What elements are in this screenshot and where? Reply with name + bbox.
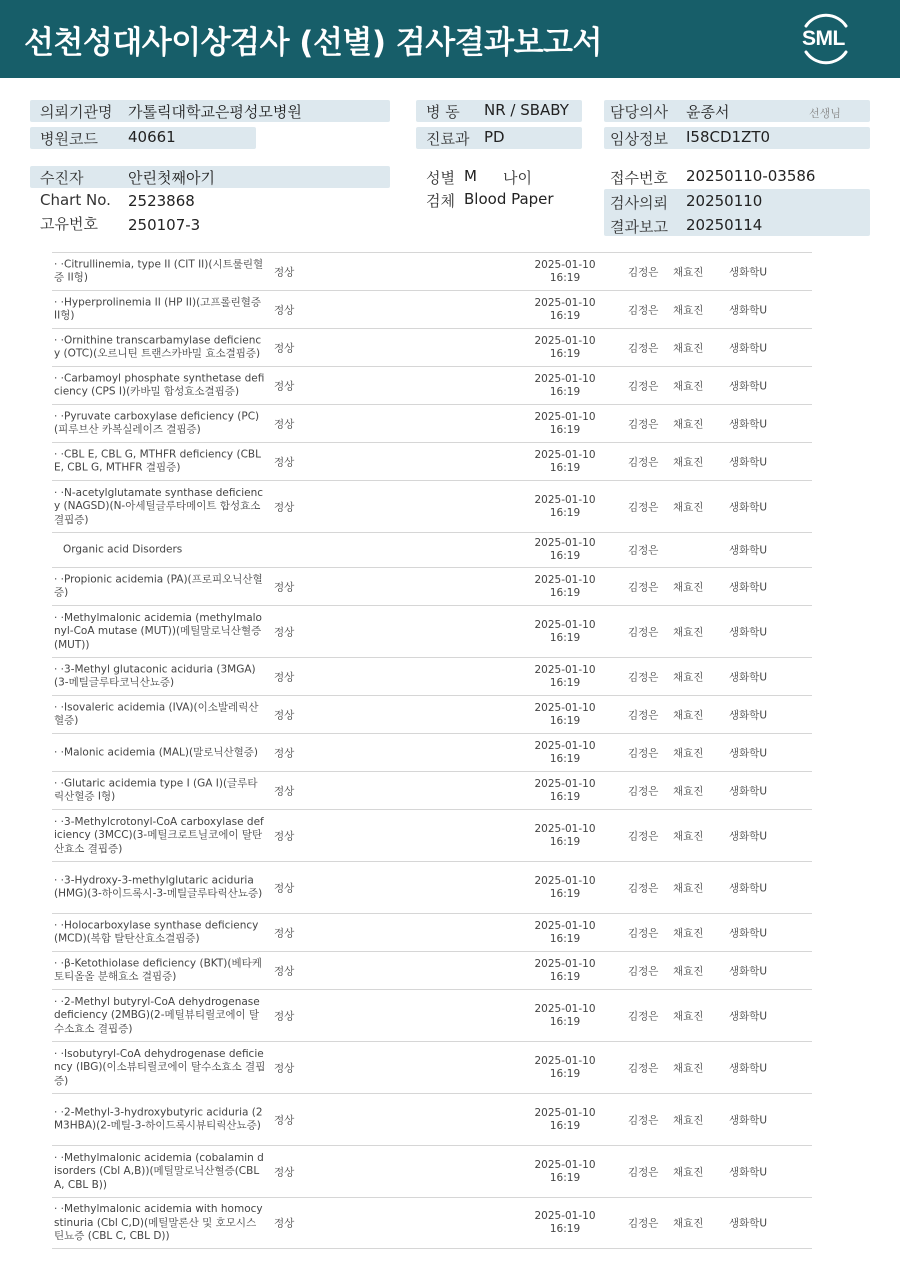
test-name: Organic acid Disorders bbox=[63, 543, 183, 556]
verifier-name: 채효진 bbox=[673, 342, 704, 354]
tester-name: 김정은 bbox=[628, 456, 659, 468]
result-date bbox=[530, 958, 600, 984]
tester-name: 김정은 bbox=[628, 626, 659, 638]
request-value: 20250110 bbox=[686, 192, 763, 210]
department: 생화학U bbox=[729, 501, 768, 513]
result-value: 정상 bbox=[274, 671, 295, 683]
date-text: 2025-01-10 bbox=[534, 372, 596, 385]
date-text: 2025-01-10 bbox=[534, 1002, 596, 1015]
department: 생화학U bbox=[729, 830, 768, 842]
ward-label: 병 동 bbox=[426, 103, 460, 121]
tester-name: 김정은 bbox=[628, 1062, 659, 1074]
result-value: 정상 bbox=[274, 1217, 295, 1230]
department: 생화학U bbox=[729, 709, 768, 721]
department: 생화학U bbox=[729, 418, 768, 430]
date-text: 2025-01-10 bbox=[534, 1106, 596, 1119]
verifier-name: 채효진 bbox=[673, 304, 704, 316]
tester-name: 김정은 bbox=[628, 709, 659, 721]
verifier-name: 채효진 bbox=[673, 1062, 704, 1074]
tester-name: 김정은 bbox=[628, 965, 659, 977]
unique-label: 고유번호 bbox=[40, 215, 98, 233]
time-text: 16:19 bbox=[549, 1015, 581, 1028]
report-label: 결과보고 bbox=[610, 218, 668, 236]
category-row bbox=[52, 532, 812, 567]
table-row bbox=[52, 657, 812, 695]
date-text: 2025-01-10 bbox=[534, 1210, 596, 1222]
department: 생화학U bbox=[729, 785, 768, 797]
department: 생화학U bbox=[729, 671, 768, 683]
date-text: 2025-01-10 bbox=[534, 493, 596, 506]
unique-value: 250107-3 bbox=[128, 216, 201, 234]
tester-name: 김정은 bbox=[628, 747, 659, 759]
specimen-label: 검체 bbox=[426, 192, 455, 210]
test-name: · ·3-Methylcrotonyl-CoA carboxylase deficiency (3MCC)(3-메틸크로트닐코에이 탈탄산효소 결핍증) bbox=[54, 815, 264, 855]
result-value: 정상 bbox=[274, 747, 295, 759]
time-text: 16:19 bbox=[549, 887, 581, 900]
result-value: 정상 bbox=[274, 830, 295, 842]
clinical-label: 임상정보 bbox=[610, 130, 668, 148]
verifier-name: 채효진 bbox=[673, 1010, 704, 1022]
time-text: 16:19 bbox=[549, 970, 581, 983]
test-name: · ·3-Methyl glutaconic aciduria (3MGA)(3-메틸글루타코닉산뇨증) bbox=[54, 663, 256, 689]
test-name: · ·Isobutyryl-CoA dehydrogenase deficiency (IBG)(이소뷰티릴코에이 탈수소효소 결핍증) bbox=[54, 1047, 266, 1087]
tester-name: 김정은 bbox=[628, 266, 659, 278]
date-text: 2025-01-10 bbox=[534, 618, 596, 631]
verifier-name: 채효진 bbox=[673, 501, 704, 513]
request-label: 검사의뢰 bbox=[610, 194, 668, 212]
time-text: 16:19 bbox=[549, 790, 581, 803]
test-name: · ·Isovaleric acidemia (IVA)(이소발레릭산혈증) bbox=[54, 701, 259, 727]
department: 생화학U bbox=[729, 882, 768, 894]
date-text: 2025-01-10 bbox=[534, 448, 596, 461]
verifier-name: 채효진 bbox=[673, 418, 704, 430]
time-text: 16:19 bbox=[549, 1119, 581, 1132]
verifier-name: 채효진 bbox=[673, 1166, 704, 1178]
tester-name: 김정은 bbox=[628, 785, 659, 797]
date-text: 2025-01-10 bbox=[534, 822, 596, 835]
table-row bbox=[52, 695, 812, 733]
time-text: 16:19 bbox=[549, 309, 581, 322]
result-value: 정상 bbox=[274, 581, 295, 593]
verifier-name: 채효진 bbox=[673, 626, 704, 638]
table-row bbox=[52, 913, 812, 951]
specimen-value: Blood Paper bbox=[464, 190, 554, 208]
table-row bbox=[52, 989, 812, 1041]
date-text: 2025-01-10 bbox=[534, 334, 596, 347]
table-row bbox=[52, 366, 812, 404]
department: 생화학U bbox=[729, 456, 768, 468]
table-row bbox=[52, 861, 812, 913]
test-name: · ·Pyruvate carboxylase deficiency (PC)(피루브산 카복실레이즈 결핍증) bbox=[54, 410, 260, 436]
department: 생화학U bbox=[729, 1217, 768, 1230]
institution-value: 가톨릭대학교은평성모병원 bbox=[128, 103, 302, 121]
result-date bbox=[530, 297, 600, 323]
test-name: · ·Propionic acidemia (PA)(프로피오닉산혈증) bbox=[54, 573, 263, 599]
doctor-label: 담당의사 bbox=[610, 103, 668, 121]
time-text: 16:19 bbox=[549, 271, 581, 284]
tester-name: 김정은 bbox=[628, 1217, 659, 1230]
table-row bbox=[52, 252, 812, 290]
test-name: · ·2-Methyl-3-hydroxybutyric aciduria (2M3HBA)(2-메틸-3-하이드록시뷰티릭산뇨증) bbox=[54, 1106, 263, 1132]
tester-name: 김정은 bbox=[628, 418, 659, 430]
result-value: 정상 bbox=[274, 1114, 295, 1126]
date-text: 2025-01-10 bbox=[534, 410, 596, 423]
ward-value: NR / SBABY bbox=[484, 101, 569, 119]
result-date bbox=[530, 702, 600, 728]
report-value: 20250114 bbox=[686, 216, 763, 234]
department: 생화학U bbox=[729, 747, 768, 759]
receipt-value: 20250110-03586 bbox=[686, 167, 816, 185]
result-date bbox=[530, 411, 600, 437]
department: 생화학U bbox=[729, 380, 768, 392]
chart-label: Chart No. bbox=[40, 191, 111, 209]
date-text: 2025-01-10 bbox=[534, 777, 596, 790]
tester-name: 김정은 bbox=[628, 927, 659, 939]
tester-name: 김정은 bbox=[628, 1114, 659, 1126]
time-text: 16:19 bbox=[549, 1067, 581, 1080]
dept-value: PD bbox=[484, 128, 505, 146]
verifier-name: 채효진 bbox=[673, 927, 704, 939]
doctor-suffix: 선생님 bbox=[809, 107, 841, 120]
test-name: · ·β-Ketothiolase deficiency (BKT)(베타케토티올올 분해효소 결핍증) bbox=[54, 957, 262, 983]
date-text: 2025-01-10 bbox=[534, 1054, 596, 1067]
test-name: · ·CBL E, CBL G, MTHFR deficiency (CBL E, CBL G, MTHFR 결핍증) bbox=[54, 448, 261, 474]
date-text: 2025-01-10 bbox=[534, 573, 596, 586]
department: 생화학U bbox=[729, 626, 768, 638]
institution-label: 의뢰기관명 bbox=[40, 103, 113, 121]
hospital-code-label: 병원코드 bbox=[40, 130, 98, 148]
test-name: · ·Citrullinemia, type II (CIT II)(시트룰린혈증 II형) bbox=[54, 258, 264, 284]
result-value: 정상 bbox=[274, 501, 295, 513]
time-text: 16:19 bbox=[549, 461, 581, 474]
verifier-name: 채효진 bbox=[673, 830, 704, 842]
table-row bbox=[52, 567, 812, 605]
department: 생화학U bbox=[729, 342, 768, 354]
verifier-name: 채효진 bbox=[673, 882, 704, 894]
result-date bbox=[530, 537, 600, 563]
test-name: · ·2-Methyl butyryl-CoA dehydrogenase deficiency (2MBG)(2-메틸뷰티릴코에이 탈수소효소 결핍증) bbox=[54, 995, 260, 1035]
tester-name: 김정은 bbox=[628, 671, 659, 683]
verifier-name: 채효진 bbox=[673, 1217, 704, 1230]
time-text: 16:19 bbox=[549, 550, 581, 562]
table-row bbox=[52, 1041, 812, 1093]
verifier-name: 채효진 bbox=[673, 785, 704, 797]
test-name: · ·Hyperprolinemia II (HP II)(고프롤린혈증 II형) bbox=[54, 296, 262, 322]
date-text: 2025-01-10 bbox=[534, 739, 596, 752]
result-date bbox=[530, 619, 600, 645]
result-date bbox=[530, 1003, 600, 1029]
result-date bbox=[530, 875, 600, 901]
dept-label: 진료과 bbox=[426, 130, 470, 148]
result-date bbox=[530, 1210, 600, 1236]
test-name: · ·Methylmalonic acidemia (cobalamin disorders (Cbl A,B))(메틸말로닉산혈증(CBL A, CBL B)) bbox=[54, 1151, 264, 1191]
test-name: · ·Ornithine transcarbamylase deficiency (OTC)(오르니틴 트랜스카바밀 효소결핍증) bbox=[54, 334, 262, 360]
department: 생화학U bbox=[729, 927, 768, 939]
result-value: 정상 bbox=[274, 304, 295, 316]
table-row bbox=[52, 404, 812, 442]
verifier-name: 채효진 bbox=[673, 380, 704, 392]
result-date bbox=[530, 1159, 600, 1185]
department: 생화학U bbox=[729, 544, 768, 557]
table-row bbox=[52, 1145, 812, 1197]
doctor-value: 윤종서 bbox=[686, 103, 730, 121]
table-row bbox=[52, 442, 812, 480]
department: 생화학U bbox=[729, 1010, 768, 1022]
verifier-name: 채효진 bbox=[673, 709, 704, 721]
table-row bbox=[52, 809, 812, 861]
tester-name: 김정은 bbox=[628, 544, 659, 557]
table-row bbox=[52, 290, 812, 328]
test-name: · ·Methylmalonic acidemia (methylmalonyl-CoA mutase (MUT))(메틸말로닉산혈증 (MUT)) bbox=[54, 611, 262, 651]
report-header bbox=[0, 0, 900, 78]
result-date bbox=[530, 335, 600, 361]
table-row bbox=[52, 771, 812, 809]
test-name: · ·Carbamoyl phosphate synthetase deficiency (CPS I)(카바밀 합성효소결핍증) bbox=[54, 372, 265, 398]
date-text: 2025-01-10 bbox=[534, 663, 596, 676]
result-date bbox=[530, 449, 600, 475]
sex-value: M bbox=[464, 167, 477, 185]
result-date bbox=[530, 740, 600, 766]
time-text: 16:19 bbox=[549, 506, 581, 519]
patient-value: 안린첫째아기 bbox=[128, 169, 215, 187]
test-name: · ·Glutaric acidemia type I (GA I)(글루타릭산혈증 I형) bbox=[54, 777, 258, 803]
result-value: 정상 bbox=[274, 342, 295, 354]
date-text: 2025-01-10 bbox=[534, 1158, 596, 1171]
table-row bbox=[52, 480, 812, 532]
chart-value: 2523868 bbox=[128, 192, 195, 210]
department: 생화학U bbox=[729, 965, 768, 977]
date-text: 2025-01-10 bbox=[534, 537, 596, 549]
table-row bbox=[52, 1197, 812, 1249]
result-value: 정상 bbox=[274, 709, 295, 721]
results-table bbox=[52, 252, 812, 1249]
date-text: 2025-01-10 bbox=[534, 701, 596, 714]
date-text: 2025-01-10 bbox=[534, 874, 596, 887]
page-title: 선천성대사이상검사 (선별) 검사결과보고서 bbox=[24, 25, 602, 61]
tester-name: 김정은 bbox=[628, 581, 659, 593]
time-text: 16:19 bbox=[549, 714, 581, 727]
time-text: 16:19 bbox=[549, 676, 581, 689]
result-value: 정상 bbox=[274, 1166, 295, 1178]
result-date bbox=[530, 494, 600, 520]
tester-name: 김정은 bbox=[628, 1010, 659, 1022]
test-name: · ·N-acetylglutamate synthase deficiency (NAGSD)(N-아세틸글루타메이트 합성효소 결핍증) bbox=[54, 486, 264, 526]
receipt-label: 접수번호 bbox=[610, 169, 668, 187]
result-date bbox=[530, 920, 600, 946]
result-date bbox=[530, 1107, 600, 1133]
time-text: 16:19 bbox=[549, 586, 581, 599]
patient-label: 수진자 bbox=[40, 169, 84, 187]
department: 생화학U bbox=[729, 1114, 768, 1126]
verifier-name: 채효진 bbox=[673, 965, 704, 977]
verifier-name: 채효진 bbox=[673, 456, 704, 468]
age-label: 나이 bbox=[503, 169, 532, 187]
result-value: 정상 bbox=[274, 418, 295, 430]
result-value: 정상 bbox=[274, 1062, 295, 1074]
time-text: 16:19 bbox=[549, 932, 581, 945]
department: 생화학U bbox=[729, 1062, 768, 1074]
date-text: 2025-01-10 bbox=[534, 919, 596, 932]
sex-label: 성별 bbox=[426, 169, 455, 187]
time-text: 16:19 bbox=[549, 347, 581, 360]
clinical-value: I58CD1ZT0 bbox=[686, 128, 771, 146]
time-text: 16:19 bbox=[549, 631, 581, 644]
time-text: 16:19 bbox=[549, 423, 581, 436]
verifier-name: 채효진 bbox=[673, 581, 704, 593]
verifier-name: 채효진 bbox=[673, 747, 704, 759]
result-date bbox=[530, 1055, 600, 1081]
table-row bbox=[52, 733, 812, 771]
test-name: · ·Holocarboxylase synthase deficiency (MCD)(복합 탈탄산효소결핍증) bbox=[54, 919, 259, 945]
result-value: 정상 bbox=[274, 1010, 295, 1022]
tester-name: 김정은 bbox=[628, 342, 659, 354]
table-row bbox=[52, 328, 812, 366]
result-date bbox=[530, 778, 600, 804]
department: 생화학U bbox=[729, 1166, 768, 1178]
result-value: 정상 bbox=[274, 380, 295, 392]
test-name: · ·Methylmalonic acidemia with homocystinuria (Cbl C,D)(메틸말론산 및 호모시스틴뇨증 (CBL C, CBL D)) bbox=[54, 1202, 263, 1242]
time-text: 16:19 bbox=[549, 385, 581, 398]
result-value: 정상 bbox=[274, 785, 295, 797]
table-row bbox=[52, 951, 812, 989]
sml-logo-icon bbox=[796, 12, 856, 66]
table-row bbox=[52, 605, 812, 657]
table-row bbox=[52, 1093, 812, 1145]
verifier-name: 채효진 bbox=[673, 671, 704, 683]
result-value: 정상 bbox=[274, 965, 295, 977]
time-text: 16:19 bbox=[549, 752, 581, 765]
date-text: 2025-01-10 bbox=[534, 258, 596, 271]
tester-name: 김정은 bbox=[628, 830, 659, 842]
department: 생화학U bbox=[729, 266, 768, 278]
result-value: 정상 bbox=[274, 266, 295, 278]
date-text: 2025-01-10 bbox=[534, 957, 596, 970]
result-date bbox=[530, 823, 600, 849]
test-name: · ·3-Hydroxy-3-methylglutaric aciduria (HMG)(3-하이드록시-3-메틸글루타릭산뇨증) bbox=[54, 874, 263, 900]
time-text: 16:19 bbox=[549, 1171, 581, 1184]
logo-text: SML bbox=[802, 27, 845, 50]
department: 생화학U bbox=[729, 581, 768, 593]
hospital-code-value: 40661 bbox=[128, 128, 176, 146]
result-date bbox=[530, 574, 600, 600]
result-value: 정상 bbox=[274, 456, 295, 468]
result-value: 정상 bbox=[274, 927, 295, 939]
tester-name: 김정은 bbox=[628, 304, 659, 316]
result-value: 정상 bbox=[274, 626, 295, 638]
result-date bbox=[530, 373, 600, 399]
time-text: 16:19 bbox=[549, 1223, 581, 1235]
date-text: 2025-01-10 bbox=[534, 296, 596, 309]
department: 생화학U bbox=[729, 304, 768, 316]
time-text: 16:19 bbox=[549, 835, 581, 848]
verifier-name: 채효진 bbox=[673, 266, 704, 278]
test-name: · ·Malonic acidemia (MAL)(말로닉산혈증) bbox=[54, 745, 259, 758]
tester-name: 김정은 bbox=[628, 501, 659, 513]
tester-name: 김정은 bbox=[628, 1166, 659, 1178]
tester-name: 김정은 bbox=[628, 380, 659, 392]
verifier-name: 채효진 bbox=[673, 1114, 704, 1126]
result-date bbox=[530, 664, 600, 690]
result-date bbox=[530, 259, 600, 285]
tester-name: 김정은 bbox=[628, 882, 659, 894]
result-value: 정상 bbox=[274, 882, 295, 894]
